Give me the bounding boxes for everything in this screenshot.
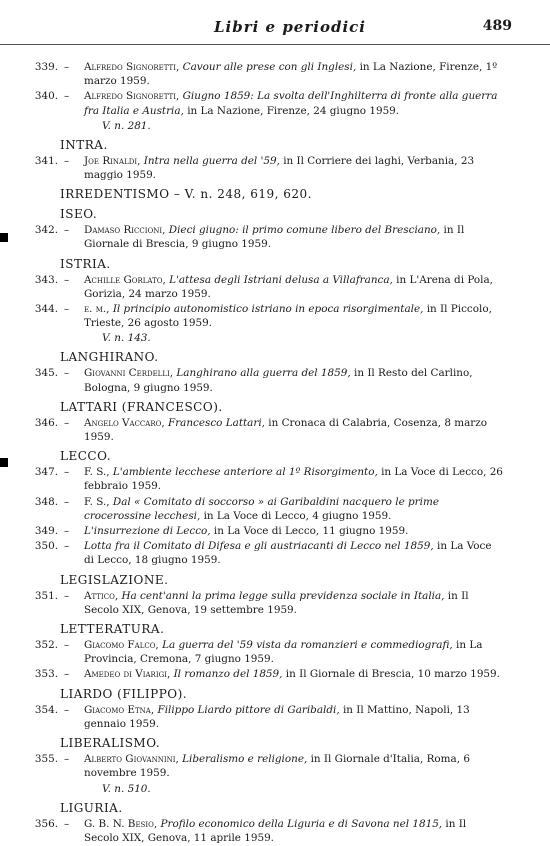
entry-text: [84, 366, 504, 394]
entry-publication: in Il Corriere dei laghi, Verbania, 23 maggio 1959.: [84, 154, 475, 182]
entry-publication: in La Voce di Lecco, 4 giugno 1959.: [203, 509, 392, 522]
entry-number: 351.: [34, 589, 58, 602]
section-heading: LANGHIRANO.: [60, 350, 159, 365]
bibliography-entry: [0, 524, 550, 538]
entry-number: 353.: [34, 668, 58, 681]
entry-text: [84, 273, 504, 301]
entry-text: [84, 638, 504, 666]
entry-author: Alfredo Signoretti,: [84, 61, 180, 73]
header-rule: [0, 44, 550, 45]
entry-dash: –: [64, 416, 70, 429]
cross-reference: V. n. 143.: [102, 332, 151, 345]
bibliography-entry: [0, 154, 550, 182]
entry-number: 344.: [34, 303, 58, 316]
entry-dash: –: [64, 817, 70, 830]
running-title: Libri e periodici: [214, 18, 366, 36]
entry-text: [84, 589, 504, 617]
entry-dash: –: [64, 90, 70, 103]
entry-title: Liberalismo e religione,: [182, 753, 308, 766]
entry-author: Damaso Riccioni,: [84, 224, 166, 237]
bibliography-entry: [0, 703, 550, 731]
bibliography-entry: [0, 273, 550, 301]
entry-publication: in La Voce di Lecco, 26 febbraio 1959.: [84, 466, 503, 493]
entry-number: 354.: [34, 703, 58, 716]
entry-title: L'attesa degli Istriani delusa a Villafranca,: [169, 273, 393, 286]
entry-author: Joe Rinaldi,: [84, 154, 141, 167]
entry-text: [84, 667, 504, 681]
section-heading: LATTARI (FRANCESCO).: [60, 399, 223, 414]
entry-publication: in Il Mattino, Napoli, 13 gennaio 1959.: [84, 703, 470, 730]
entry-number: 339.: [34, 61, 58, 73]
entry-title: Il principio autonomistico istriano in epoca risorgimentale,: [112, 303, 424, 316]
entry-dash: –: [64, 154, 70, 167]
entry-dash: –: [64, 466, 70, 479]
entry-number: 345.: [34, 367, 58, 380]
entry-dash: –: [64, 668, 70, 681]
entry-author: F. S.,: [84, 495, 110, 508]
entry-author: Amedeo di Viarigi,: [84, 668, 171, 681]
entry-dash: –: [64, 61, 70, 73]
bibliography-entry: [0, 60, 550, 88]
entry-title: Dieci giugno: il primo comune libero del Bresciano,: [168, 224, 441, 237]
entry-number: 340.: [34, 90, 58, 103]
entry-dash: –: [64, 273, 70, 286]
entry-number: 349.: [34, 525, 58, 538]
entry-title: Dal « Comitato di soccorso » ai Garibaldini nacquero le prime crocerossine lecchesi,: [84, 495, 439, 522]
section-heading: LIARDO (FILIPPO).: [60, 686, 188, 701]
section-heading: INTRA.: [60, 137, 108, 152]
entry-author: Achille Gorlato,: [84, 273, 166, 286]
entry-number: 348.: [34, 495, 58, 508]
entry-dash: –: [64, 703, 70, 716]
cross-reference: V. n. 510.: [102, 782, 151, 795]
entry-number: 356.: [34, 817, 58, 830]
entry-title: Filippo Liardo pittore di Garibaldi,: [157, 703, 340, 716]
entry-publication: in Il Piccolo, Trieste, 26 agosto 1959.: [84, 303, 492, 330]
section-heading: ISTRIA.: [60, 256, 111, 271]
entry-publication: in La Voce di Lecco, 11 giugno 1959.: [213, 525, 409, 538]
entry-title: Intra nella guerra del '59,: [143, 154, 280, 167]
entry-title: La guerra del '59 vista da romanzieri e commediografi,: [162, 639, 453, 652]
margin-mark: [0, 458, 8, 467]
entry-text: [84, 223, 504, 251]
entry-text: [84, 539, 504, 567]
entry-title: Francesco Lattari,: [167, 416, 265, 429]
margin-mark: [0, 233, 8, 242]
entry-text: [84, 703, 504, 731]
bibliography-entry: [0, 89, 550, 117]
entry-author: Attico,: [84, 589, 119, 602]
entry-dash: –: [64, 303, 70, 316]
entry-number: 355.: [34, 753, 58, 766]
entry-author: G. B. N. Besio,: [84, 817, 158, 830]
entry-text: [84, 60, 504, 88]
entry-number: 352.: [34, 639, 58, 652]
entry-number: 347.: [34, 466, 58, 479]
bibliography-entry: [0, 638, 550, 666]
bibliography-entry: [0, 817, 550, 845]
entry-publication: in Il Giornale di Brescia, 10 marzo 1959.: [285, 668, 500, 681]
section-heading: LIGURIA.: [60, 800, 123, 815]
entry-author: e. m.,: [84, 303, 110, 316]
entry-dash: –: [64, 540, 70, 553]
section-heading: ISEO.: [60, 207, 98, 222]
entry-text: [84, 154, 504, 182]
entry-publication: in La Voce di Lecco, 18 giugno 1959.: [84, 540, 492, 567]
entry-text: [84, 524, 504, 538]
entry-text: [84, 302, 504, 330]
entry-publication: in La Nazione, Firenze, 24 giugno 1959.: [187, 104, 400, 117]
bibliography-entry: [0, 366, 550, 394]
entry-text: [84, 89, 504, 117]
entry-publication: in Il Giornale di Brescia, 9 giugno 1959.: [84, 224, 465, 251]
entry-author: Giovanni Cerdelli,: [84, 367, 174, 380]
bibliography-entry: [0, 667, 550, 681]
bibliography-list: [0, 60, 550, 846]
entry-title: Ha cent'anni la prima legge sulla previdenza sociale in Italia,: [121, 589, 445, 602]
entry-dash: –: [64, 224, 70, 237]
entry-publication: in La Nazione, Firenze, 1º marzo 1959.: [84, 61, 498, 88]
entry-dash: –: [64, 639, 70, 652]
section-heading: LETTERATURA.: [60, 622, 165, 637]
section-heading: LECCO.: [60, 449, 112, 464]
entry-dash: –: [64, 589, 70, 602]
entry-text: [84, 495, 504, 523]
entry-title: Langhirano alla guerra del 1859,: [176, 367, 351, 380]
page-header: [0, 18, 550, 42]
entry-number: 343.: [34, 273, 58, 286]
page-number: 489: [482, 18, 512, 34]
bibliography-entry: [0, 589, 550, 617]
entry-author: F. S.,: [84, 466, 110, 479]
section-heading: LIBERALISMO.: [60, 736, 161, 751]
entry-author: Giacomo Falco,: [84, 639, 159, 652]
entry-publication: in L'Arena di Pola, Gorizia, 24 marzo 1959.: [84, 273, 493, 300]
bibliography-entry: [0, 752, 550, 780]
entry-publication: in Il Resto del Carlino, Bologna, 9 giugno 1959.: [84, 367, 473, 394]
entry-author: Alfredo Signoretti,: [84, 90, 180, 103]
entry-publication: in Il Secolo XIX, Genova, 19 settembre 1959.: [84, 589, 469, 616]
entry-author: Angelo Vaccaro,: [84, 416, 165, 429]
entry-publication: in La Provincia, Cremona, 7 giugno 1959.: [84, 639, 483, 666]
entry-text: [84, 465, 504, 493]
section-heading: LEGISLAZIONE.: [60, 572, 169, 587]
entry-text: [84, 416, 504, 444]
bibliography-entry: [0, 539, 550, 567]
entry-publication: in Cronaca di Calabria, Cosenza, 8 marzo 1959.: [84, 416, 487, 444]
entry-dash: –: [64, 495, 70, 508]
entry-dash: –: [64, 525, 70, 538]
entry-dash: –: [64, 753, 70, 766]
entry-text: [84, 817, 504, 845]
entry-text: [84, 752, 504, 780]
bibliography-entry: [0, 223, 550, 251]
entry-title: L'ambiente lecchese anteriore al 1º Risorgimento,: [112, 466, 378, 479]
bibliography-entry: [0, 302, 550, 330]
entry-title: Cavour alle prese con gli Inglesi,: [182, 61, 357, 73]
entry-title: Giugno 1859: La svolta dell'Inghilterra di fronte alla guerra fra Italia e Austria,: [84, 90, 498, 117]
entry-author: Alberto Giovannini,: [84, 753, 179, 766]
cross-reference: V. n. 281.: [102, 119, 151, 132]
section-heading: IRREDENTISMO – V. n. 248, 619, 620.: [60, 187, 313, 202]
entry-dash: –: [64, 367, 70, 380]
entry-number: 342.: [34, 224, 58, 237]
entry-publication: in Il Secolo XIX, Genova, 11 aprile 1959.: [84, 817, 467, 844]
bibliography-entry: [0, 416, 550, 444]
entry-publication: in Il Giornale d'Italia, Roma, 6 novembre 1959.: [84, 753, 470, 780]
entry-title: Il romanzo del 1859,: [173, 668, 283, 681]
entry-title: Lotta fra il Comitato di Difesa e gli austriacanti di Lecco nel 1859,: [84, 540, 434, 553]
bibliography-entry: [0, 465, 550, 493]
entry-title: L'insurrezione di Lecco,: [84, 525, 211, 538]
entry-author: Giacomo Etna,: [84, 703, 155, 716]
entry-number: 350.: [34, 540, 58, 553]
entry-number: 346.: [34, 416, 58, 429]
entry-title: Profilo economico della Liguria e di Savona nel 1815,: [160, 817, 443, 830]
bibliography-entry: [0, 495, 550, 523]
entry-number: 341.: [34, 154, 58, 167]
